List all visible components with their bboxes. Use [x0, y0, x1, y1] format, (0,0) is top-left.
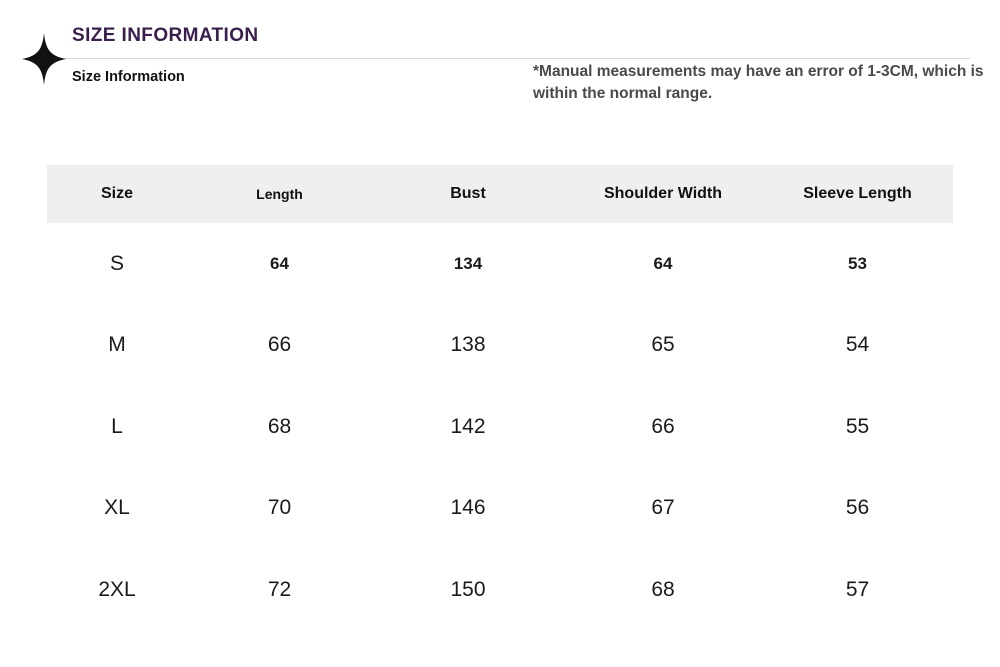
page-header — [0, 0, 1000, 120]
table-header-row — [47, 165, 953, 223]
cell-sleeve-length: 57 — [845, 577, 870, 601]
table-header — [47, 165, 953, 223]
cell-bust: 134 — [453, 253, 483, 273]
cell-shoulder-width: 66 — [651, 414, 675, 438]
column-header-bust: Bust — [450, 185, 486, 202]
cell-size: XL — [104, 496, 130, 520]
column-header-sleeve-length: Sleeve Length — [803, 185, 912, 202]
cell-length: 72 — [267, 577, 292, 601]
table-row — [47, 223, 953, 305]
table-row — [47, 386, 953, 468]
header-divider — [30, 58, 970, 59]
measurement-note: *Manual measurements may have an error of 1-3CM, which is within the normal range. — [533, 63, 984, 103]
cell-sleeve-length: 56 — [845, 496, 870, 520]
cell-sleeve-length: 54 — [845, 333, 870, 357]
table-row — [47, 549, 953, 631]
cell-shoulder-width: 65 — [651, 333, 675, 357]
cell-size: S — [109, 251, 124, 275]
cell-length: 64 — [270, 253, 289, 273]
cell-bust: 146 — [450, 496, 486, 520]
cell-sleeve-length: 53 — [848, 253, 867, 273]
cell-shoulder-width: 64 — [653, 253, 673, 273]
cell-length: 68 — [267, 414, 292, 438]
size-chart-table — [47, 165, 953, 631]
page-title: SIZE INFORMATION — [72, 25, 259, 46]
cell-length: 70 — [267, 496, 292, 520]
cell-shoulder-width: 67 — [651, 496, 675, 520]
sparkle-star-icon — [22, 33, 66, 85]
cell-shoulder-width: 68 — [651, 577, 675, 601]
cell-size: M — [108, 333, 126, 357]
page-subtitle: Size Information — [72, 69, 185, 85]
cell-sleeve-length: 55 — [845, 414, 870, 438]
cell-bust: 142 — [450, 414, 486, 438]
table-row — [47, 305, 953, 387]
cell-size: 2XL — [98, 577, 136, 601]
cell-size: L — [111, 414, 123, 438]
table-body — [47, 223, 953, 631]
column-header-size: Size — [100, 185, 133, 202]
cell-bust: 150 — [450, 577, 486, 601]
cell-length: 66 — [267, 333, 292, 357]
cell-bust: 138 — [450, 333, 486, 357]
table-row — [47, 468, 953, 550]
column-header-length: Length — [256, 186, 303, 202]
column-header-shoulder-width: Shoulder Width — [603, 185, 723, 202]
